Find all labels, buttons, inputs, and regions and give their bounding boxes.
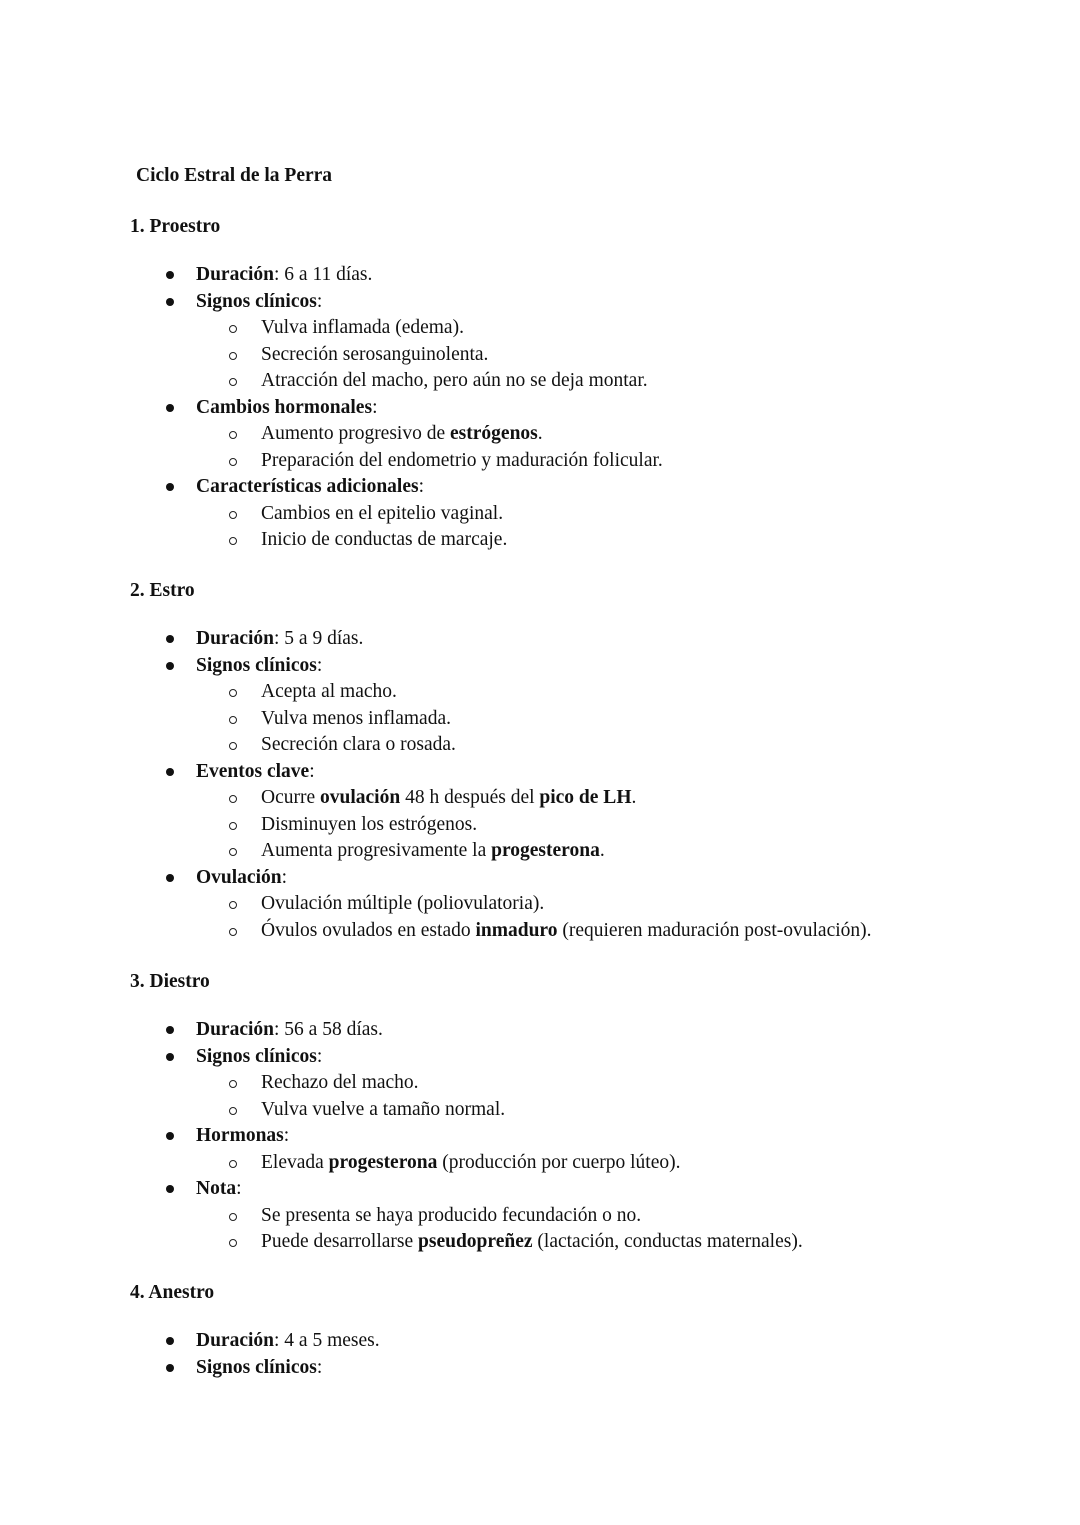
list-item (0, 653, 1080, 680)
hollow-bullet-icon (229, 689, 237, 697)
sub-list-item (0, 918, 1080, 945)
list-item (0, 1176, 1080, 1203)
list-item-text: Eventos clave: (196, 760, 315, 782)
hollow-bullet-icon (229, 431, 237, 439)
list-item-text: Acepta al macho. (261, 681, 397, 702)
sub-list-item (0, 706, 1080, 733)
list-item-text: Elevada progesterona (producción por cuerpo lúteo). (261, 1151, 681, 1173)
sub-list-item (0, 315, 1080, 342)
bullet-icon (166, 483, 174, 491)
list-item-text: Duración: 6 a 11 días. (196, 264, 373, 285)
section-heading: 4. Anestro (130, 1282, 215, 1303)
hollow-bullet-icon (229, 716, 237, 724)
list-item (0, 1355, 1080, 1382)
hollow-bullet-icon (229, 848, 237, 856)
list-item-text: Aumenta progresivamente la progesterona. (261, 840, 605, 861)
sub-list-item (0, 421, 1080, 448)
hollow-bullet-icon (229, 1080, 237, 1088)
hollow-bullet-icon (229, 352, 237, 360)
list-item-text: Vulva menos inflamada. (261, 707, 451, 729)
bullet-icon (166, 1132, 174, 1140)
bullet-icon (166, 635, 174, 643)
bullet-list (0, 1328, 1080, 1381)
sub-list-item (0, 812, 1080, 839)
sub-list-item (0, 785, 1080, 812)
list-item-text: Secreción clara o rosada. (261, 734, 456, 755)
list-item (0, 262, 1080, 289)
hollow-bullet-icon (229, 458, 237, 466)
list-item (0, 865, 1080, 892)
list-item-text: Disminuyen los estrógenos. (261, 813, 478, 835)
list-item (0, 474, 1080, 501)
hollow-bullet-icon (229, 537, 237, 545)
hollow-bullet-icon (229, 378, 237, 386)
list-item-text: Ocurre ovulación 48 h después del pico de LH. (261, 787, 637, 808)
list-item-text: Signos clínicos: (196, 290, 323, 312)
list-item-text: Rechazo del macho. (261, 1072, 419, 1093)
bullet-icon (166, 1026, 174, 1034)
sub-list-item (0, 732, 1080, 759)
list-item-text: Inicio de conductas de marcaje. (261, 529, 508, 550)
section-heading: 1. Proestro (130, 216, 221, 237)
bullet-icon (166, 662, 174, 670)
bullet-icon (166, 874, 174, 882)
list-item-text: Vulva vuelve a tamaño normal. (261, 1098, 506, 1120)
list-item-text: Características adicionales: (196, 476, 424, 497)
bullet-list (0, 1017, 1080, 1256)
list-item-text: Aumento progresivo de estrógenos. (261, 423, 543, 444)
hollow-bullet-icon (229, 901, 237, 909)
sub-list-item (0, 368, 1080, 395)
sub-list-item (0, 342, 1080, 369)
hollow-bullet-icon (229, 325, 237, 333)
document-title: Ciclo Estral de la Perra (136, 165, 333, 186)
list-item-text: Duración: 5 a 9 días. (196, 628, 364, 649)
sub-list-item (0, 1150, 1080, 1177)
bullet-icon (166, 1053, 174, 1061)
section-heading: 3. Diestro (130, 971, 210, 992)
sub-list-item (0, 1203, 1080, 1230)
hollow-bullet-icon (229, 1239, 237, 1247)
list-item-text: Preparación del endometrio y maduración folicular. (261, 449, 663, 471)
list-item-text: Hormonas: (196, 1125, 290, 1146)
list-item (0, 1123, 1080, 1150)
section-heading: 2. Estro (130, 580, 195, 601)
list-item (0, 1017, 1080, 1044)
bullet-icon (166, 1364, 174, 1372)
hollow-bullet-icon (229, 742, 237, 750)
sub-list-item (0, 501, 1080, 528)
list-item-text: Ovulación: (196, 866, 288, 888)
list-item-text: Signos clínicos: (196, 1045, 323, 1067)
list-item-text: Se presenta se haya producido fecundación o no. (261, 1204, 642, 1226)
sub-list-item (0, 1070, 1080, 1097)
list-item-text: Puede desarrollarse pseudopreñez (lactación, conductas maternales). (261, 1231, 803, 1252)
hollow-bullet-icon (229, 822, 237, 830)
list-item-text: Óvulos ovulados en estado inmaduro (requieren maduración post-ovulación). (261, 919, 872, 941)
sub-list-item (0, 527, 1080, 554)
list-item (0, 289, 1080, 316)
list-item-text: Ovulación múltiple (poliovulatoria). (261, 893, 545, 914)
sub-list-item (0, 891, 1080, 918)
list-item-text: Duración: 4 a 5 meses. (196, 1330, 380, 1351)
list-item-text: Cambios hormonales: (196, 396, 378, 418)
sub-list-item (0, 679, 1080, 706)
list-item (0, 626, 1080, 653)
list-item (0, 1044, 1080, 1071)
list-item-text: Signos clínicos: (196, 654, 323, 676)
list-item (0, 1328, 1080, 1355)
bullet-list (0, 626, 1080, 944)
sub-list-item (0, 1229, 1080, 1256)
bullet-icon (166, 271, 174, 279)
list-item-text: Nota: (196, 1178, 242, 1199)
bullet-icon (166, 404, 174, 412)
hollow-bullet-icon (229, 1213, 237, 1221)
hollow-bullet-icon (229, 928, 237, 936)
list-item-text: Atracción del macho, pero aún no se deja montar. (261, 370, 648, 391)
hollow-bullet-icon (229, 1160, 237, 1168)
list-item (0, 395, 1080, 422)
sub-list-item (0, 448, 1080, 475)
list-item-text: Signos clínicos: (196, 1356, 323, 1378)
list-item-text: Duración: 56 a 58 días. (196, 1019, 383, 1040)
hollow-bullet-icon (229, 1107, 237, 1115)
bullet-list (0, 262, 1080, 554)
list-item-text: Secreción serosanguinolenta. (261, 343, 489, 365)
bullet-icon (166, 1337, 174, 1345)
hollow-bullet-icon (229, 511, 237, 519)
sub-list-item (0, 1097, 1080, 1124)
bullet-icon (166, 1185, 174, 1193)
list-item-text: Cambios en el epitelio vaginal. (261, 502, 504, 524)
hollow-bullet-icon (229, 795, 237, 803)
sub-list-item (0, 838, 1080, 865)
bullet-icon (166, 298, 174, 306)
list-item (0, 759, 1080, 786)
bullet-icon (166, 768, 174, 776)
list-item-text: Vulva inflamada (edema). (261, 317, 464, 338)
